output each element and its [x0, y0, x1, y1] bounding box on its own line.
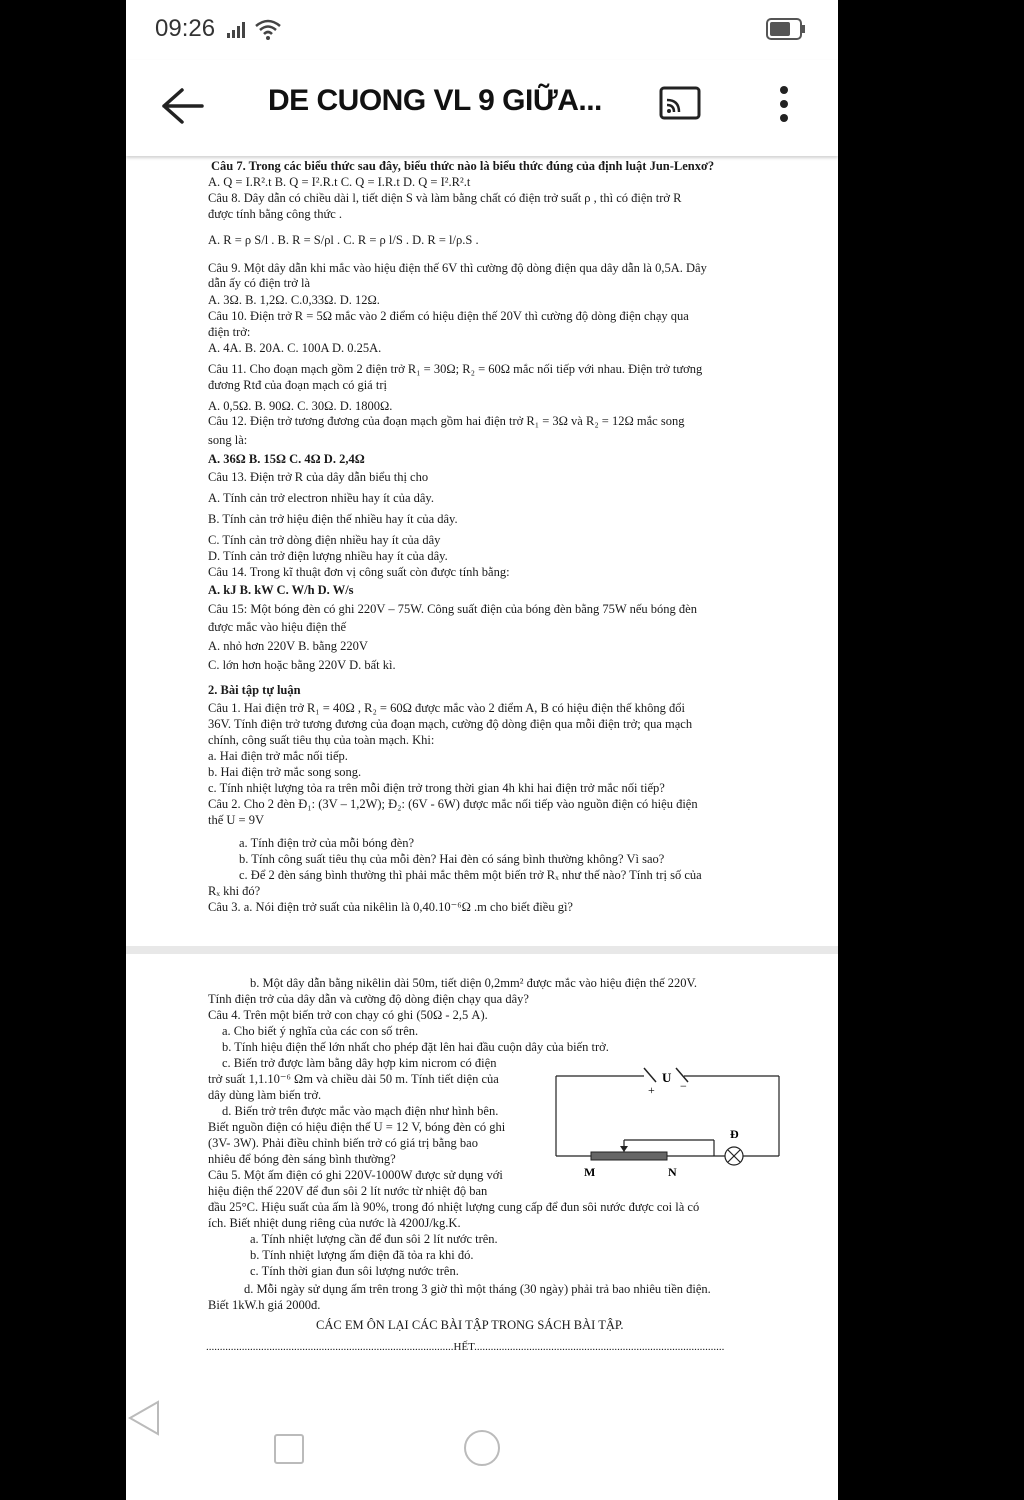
doc-line: nhiêu để bóng đèn sáng bình thường?	[208, 1152, 396, 1166]
wifi-icon	[254, 18, 282, 42]
doc-line: A. Q = I.R².t B. Q = I².R.t C. Q = I.R.t D. Q = I².R².t	[208, 175, 471, 189]
document-title: DE CUONG VL 9 GIỮA...	[268, 84, 602, 117]
circuit-label-minus: −	[680, 1079, 687, 1093]
doc-line: CÁC EM ÔN LẠI CÁC BÀI TẬP TRONG SÁCH BÀI TẬP.	[316, 1318, 624, 1332]
doc-line: ..........................................................................................HẾT...........................................................................................	[206, 1341, 725, 1353]
phone-screen	[126, 0, 838, 1500]
cast-icon[interactable]	[659, 86, 701, 120]
doc-line: Câu 7. Trong các biểu thức sau đây, biểu thức nào là biểu thức đúng của định luật Jun-Lenxơ?	[211, 159, 715, 173]
circuit-label-m: M	[584, 1165, 596, 1179]
doc-line: A. R = ρ S/l . B. R = S/ρl . C. R = ρ l/S . D. R = l/ρ.S .	[208, 233, 479, 247]
doc-line: ích. Biết nhiệt dung riêng của nước là 4200J/kg.K.	[208, 1216, 461, 1230]
circuit-label-lamp: Đ	[730, 1127, 739, 1141]
doc-line: hiệu điện thế 220V để đun sôi 2 lít nước từ nhiệt độ ban	[208, 1184, 488, 1198]
doc-line: b. Tính công suất tiêu thụ của mỗi đèn? Hai đèn có sáng bình thường không? Vì sao?	[239, 852, 665, 866]
doc-line: A. kJ B. kW C. W/h D. W/s	[208, 583, 354, 597]
status-time: 09:26	[155, 15, 216, 42]
doc-line: Câu 3. a. Nói điện trở suất của nikêlin là 0,40.10⁻⁶Ω .m cho biết điều gì?	[208, 900, 573, 914]
doc-line: A. 4A. B. 20A. C. 100A D. 0.25A.	[208, 341, 382, 355]
circuit-label-u: U	[662, 1070, 672, 1085]
doc-line: Câu 13. Điện trở R của dây dẫn biểu thị cho	[208, 470, 429, 484]
doc-line: A. nhỏ hơn 220V B. bằng 220V	[208, 639, 368, 653]
doc-line: điện trở:	[208, 325, 251, 339]
doc-line: b. Hai điện trở mắc song song.	[208, 765, 362, 779]
doc-line: a. Tính nhiệt lượng cần để đun sôi 2 lít nước trên.	[250, 1232, 498, 1246]
doc-line: c. Tính nhiệt lượng tỏa ra trên mỗi điện trở trong thời gian 4h khi hai điện trở mắc nối tiếp?	[208, 781, 665, 795]
doc-line: Câu 15: Một bóng đèn có ghi 220V – 75W. Công suất điện của bóng đèn bằng 75W nếu bóng đèn	[208, 602, 697, 616]
doc-line: được tính bằng công thức .	[208, 207, 343, 221]
doc-line: 36V. Tính điện trở tương đương của đoạn mạch, cường độ dòng điện qua mỗi điện trở; qua mạch	[208, 717, 693, 731]
doc-line: a. Tính điện trở của mỗi bóng đèn?	[239, 836, 415, 850]
navigation-bar	[126, 1400, 838, 1500]
doc-line: c. Biến trở được làm bằng dây hợp kim nicrom có điện	[222, 1056, 497, 1070]
battery-icon	[766, 18, 806, 40]
document-page-1	[126, 156, 838, 946]
circuit-label-n: N	[668, 1165, 677, 1179]
doc-line: đương Rtđ của đoạn mạch có giá trị	[208, 378, 387, 392]
doc-line: a. Hai điện trở mắc nối tiếp.	[208, 749, 348, 763]
home-icon[interactable]	[464, 1430, 500, 1466]
doc-line: chính, công suất tiêu thụ của toàn mạch. Khi:	[208, 733, 435, 747]
doc-line: Câu 14. Trong kĩ thuật đơn vị công suất còn được tính bằng:	[208, 565, 510, 579]
doc-line: B. Tính cản trở hiệu điện thế nhiều hay ít của dây.	[208, 512, 458, 526]
app-bar	[126, 60, 838, 156]
recents-icon[interactable]	[274, 1434, 304, 1464]
circuit-label-plus: +	[648, 1083, 655, 1097]
doc-line: A. 3Ω. B. 1,2Ω. C.0,33Ω. D. 12Ω.	[208, 293, 380, 307]
back-triangle-icon[interactable]	[126, 1400, 160, 1436]
doc-line: C. lớn hơn hoặc bằng 220V D. bất kì.	[208, 658, 396, 672]
doc-line: được mắc vào hiệu điện thế	[208, 620, 346, 634]
doc-line: D. Tính cản trở điện lượng nhiều hay ít của dây.	[208, 549, 448, 563]
doc-line: Câu 10. Điện trở R = 5Ω mắc vào 2 điểm có hiệu điện thế 20V thì cường độ dòng điện chạy qua	[208, 309, 689, 323]
document-viewer[interactable]	[126, 156, 838, 1456]
doc-line: Biết nguồn điện có hiệu điện thế U = 12 V, bóng đèn có ghi	[208, 1120, 506, 1134]
doc-line: 2. Bài tập tự luận	[208, 683, 301, 697]
circuit-diagram	[554, 1060, 784, 1188]
doc-line: d. Biến trở trên được mắc vào mạch điện như hình bên.	[222, 1104, 499, 1118]
more-options-icon[interactable]	[774, 84, 794, 124]
doc-line: Câu 2. Cho 2 đèn Đ₁: (3V – 1,2W); Đ₂: (6V - 6W) được mắc nối tiếp vào nguồn điện có hiệu điện	[208, 797, 698, 811]
page-separator	[126, 946, 838, 954]
doc-line: Câu 12. Điện trở tương đương của đoạn mạch gồm hai điện trở R₁ = 3Ω và R₂ = 12Ω mắc song	[208, 414, 685, 428]
doc-line: C. Tính cản trở dòng điện nhiều hay ít của dây	[208, 533, 441, 547]
doc-line: Rₓ khi đó?	[208, 884, 261, 898]
doc-line: song là:	[208, 433, 248, 447]
doc-line: c. Để 2 đèn sáng bình thường thì phải mắc thêm một biến trở Rₓ như thế nào? Tính trị số của	[239, 868, 702, 882]
doc-line: Biết 1kW.h giá 2000đ.	[208, 1298, 321, 1312]
doc-line: Câu 8. Dây dẫn có chiều dài l, tiết diện S và làm bằng chất có điện trở suất ρ , thì có điện trở R	[208, 191, 682, 205]
status-bar	[126, 0, 838, 60]
doc-line: đầu 25°C. Hiệu suất của ấm là 90%, trong đó nhiệt lượng cung cấp để đun sôi nước được coi là có	[208, 1200, 700, 1214]
doc-line: b. Tính nhiệt lượng ấm điện đã tỏa ra khi đó.	[250, 1248, 474, 1262]
doc-line: dẫn ấy có điện trở là	[208, 276, 311, 290]
doc-line: A. 0,5Ω. B. 90Ω. C. 30Ω. D. 1800Ω.	[208, 399, 393, 413]
signal-icon	[227, 22, 249, 38]
back-arrow-icon[interactable]	[160, 86, 204, 126]
doc-line: A. 36Ω B. 15Ω C. 4Ω D. 2,4Ω	[208, 452, 365, 466]
doc-line: c. Tính thời gian đun sôi lượng nước trên.	[250, 1264, 459, 1278]
doc-line: Câu 1. Hai điện trở R₁ = 40Ω , R₂ = 60Ω được mắc vào 2 điểm A, B có hiệu điện thế không đổi	[208, 701, 685, 715]
doc-line: a. Cho biết ý nghĩa của các con số trên.	[222, 1024, 419, 1038]
doc-line: Câu 4. Trên một biến trở con chạy có ghi (50Ω - 2,5 A).	[208, 1008, 488, 1022]
doc-line: dây dùng làm biến trở.	[208, 1088, 322, 1102]
doc-line: trở suất 1,1.10⁻⁶ Ωm và chiều dài 50 m. Tính tiết diện của	[208, 1072, 499, 1086]
doc-line: d. Mỗi ngày sử dụng ấm trên trong 3 giờ thì một tháng (30 ngày) phải trả bao nhiêu tiền điện.	[244, 1282, 711, 1296]
doc-line: Tính điện trở của dây dẫn và cường độ dòng điện chạy qua dây?	[208, 992, 529, 1006]
document-page-2	[126, 954, 838, 1354]
doc-line: (3V- 3W). Phải điều chỉnh biến trở có giá trị bằng bao	[208, 1136, 478, 1150]
doc-line: b. Một dây dẫn bằng nikêlin dài 50m, tiết diện 0,2mm² được mắc vào hiệu điện thế 220V.	[250, 976, 698, 990]
doc-line: A. Tính cản trở electron nhiều hay ít của dây.	[208, 491, 434, 505]
doc-line: Câu 9. Một dây dẫn khi mắc vào hiệu điện thế 6V thì cường độ dòng điện qua dây dẫn là 0,5A. Dây	[208, 261, 707, 275]
doc-line: b. Tính hiệu điện thế lớn nhất cho phép đặt lên hai đầu cuộn dây của biến trở.	[222, 1040, 609, 1054]
doc-line: Câu 5. Một ấm điện có ghi 220V-1000W được sử dụng với	[208, 1168, 503, 1182]
doc-line: thế U = 9V	[208, 813, 264, 827]
doc-line: Câu 11. Cho đoạn mạch gồm 2 điện trở R₁ = 30Ω; R₂ = 60Ω mắc nối tiếp với nhau. Điện trở tương	[208, 362, 703, 376]
